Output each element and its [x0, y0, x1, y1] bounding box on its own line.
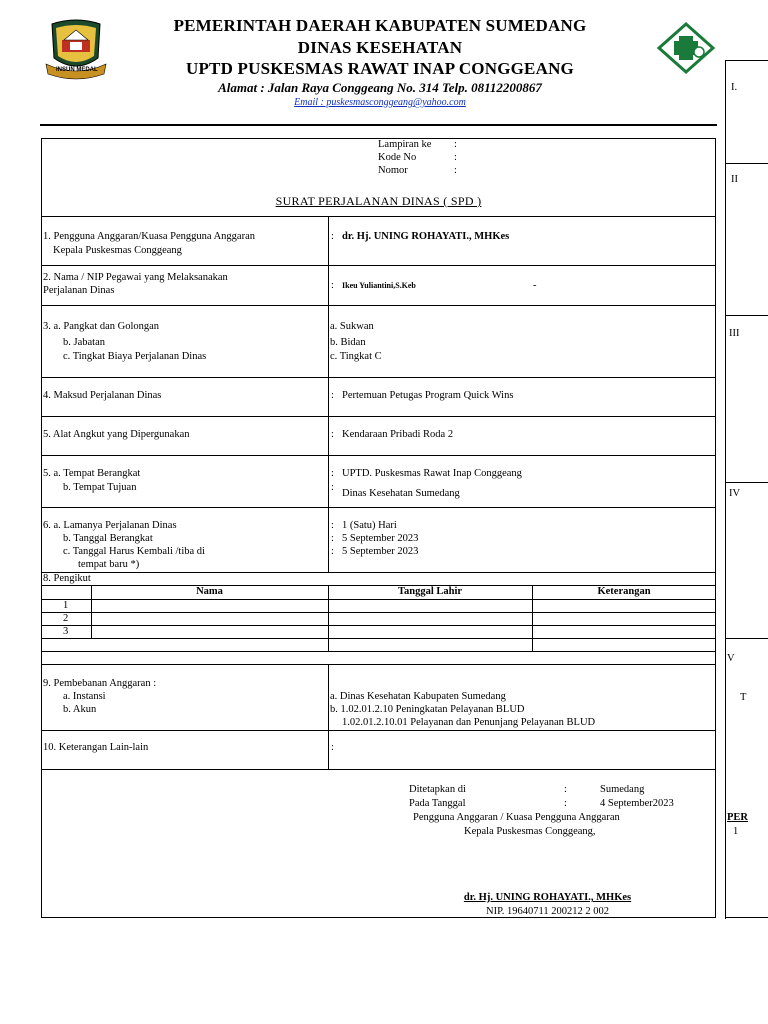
- row7-label-a: 6. a. Lamanya Perjalanan Dinas: [43, 520, 177, 531]
- row-divider: [41, 599, 716, 600]
- row6-label-a: 5. a. Tempat Berangkat: [43, 468, 141, 479]
- tanggal-value: 4 September2023: [600, 798, 674, 809]
- right-logo-icon: [655, 22, 717, 74]
- next-page-divider: [725, 638, 768, 639]
- row7-label-c: c. Tanggal Harus Kembali /tiba di: [63, 546, 205, 557]
- row3-label-c: c. Tingkat Biaya Perjalanan Dinas: [63, 351, 207, 362]
- col-divider: [328, 664, 329, 769]
- row-divider: [41, 377, 716, 378]
- row5-label: 5. Alat Angkut yang Dipergunakan: [43, 429, 190, 440]
- header-line-3: UPTD PUSKESMAS RAWAT INAP CONGGEANG: [186, 59, 574, 78]
- row-divider: [41, 651, 716, 652]
- row6-label-b: b. Tempat Tujuan: [63, 482, 137, 493]
- row1-value: dr. Hj. UNING ROHAYATI., MHKes: [342, 231, 510, 242]
- row6-colon-b: :: [331, 482, 334, 493]
- row7-colon-a: :: [331, 520, 334, 531]
- row9-label-a: a. Instansi: [63, 691, 106, 702]
- tanggal-label: Pada Tanggal: [409, 798, 466, 809]
- row7-label-d: tempat baru *): [78, 559, 140, 570]
- row5-colon: :: [331, 429, 334, 440]
- left-logo-icon: [40, 18, 112, 84]
- row5-value: Kendaraan Pribadi Roda 2: [342, 429, 454, 440]
- next-page-number: 1: [733, 826, 739, 837]
- row6-value-b: Dinas Kesehatan Sumedang: [342, 488, 460, 499]
- signer-role: Pengguna Anggaran / Kuasa Pengguna Anggaran: [413, 812, 620, 823]
- next-page-divider: [725, 482, 768, 483]
- row9-value-a: a. Dinas Kesehatan Kabupaten Sumedang: [330, 691, 506, 702]
- signer-role-2: Kepala Puskesmas Conggeang,: [464, 826, 596, 837]
- row2-value: Ikeu Yuliantini,S.Keb: [342, 281, 416, 290]
- next-page-divider: [725, 315, 768, 316]
- ditetapkan-value: Sumedang: [600, 784, 645, 795]
- row8-label: 8. Pengikut: [43, 573, 91, 584]
- col-header-tanggal-lahir: Tanggal Lahir: [397, 586, 463, 597]
- next-page-divider: [725, 163, 768, 164]
- row7-colon-c: :: [331, 546, 334, 557]
- row9-value-b: b. 1.02.01.2.10 Peningkatan Pelayanan BLUD: [330, 704, 525, 715]
- row3-label-a: 3. a. Pangkat dan Golongan: [43, 321, 160, 332]
- row-divider: [41, 769, 716, 770]
- header-line-2: DINAS KESEHATAN: [297, 38, 463, 57]
- row1-colon: :: [331, 231, 334, 242]
- row4-colon: :: [331, 390, 334, 401]
- row2-label-2: Perjalanan Dinas: [43, 285, 115, 296]
- row3-value-c: c. Tingkat C: [330, 351, 382, 362]
- logo-caption: INSUN MEDAL: [56, 67, 98, 73]
- header-divider: [40, 124, 717, 126]
- next-page-section-ii: II: [731, 174, 738, 185]
- row3-value-b: b. Bidan: [330, 337, 366, 348]
- next-page-section-iii: III: [729, 328, 740, 339]
- lampiran-label: Lampiran ke: [378, 139, 432, 150]
- table-row-number: 3: [63, 626, 69, 637]
- row-divider: [41, 265, 716, 266]
- row-divider: [41, 305, 716, 306]
- next-page-heading: PER: [727, 812, 748, 823]
- row6-value-a: UPTD. Puskesmas Rawat Inap Conggeang: [342, 468, 522, 479]
- col-header-keterangan: Keterangan: [597, 586, 651, 597]
- row4-value: Pertemuan Petugas Program Quick Wins: [342, 390, 514, 401]
- row-divider: [41, 455, 716, 456]
- header-line-1: PEMERINTAH DAERAH KABUPATEN SUMEDANG: [173, 16, 587, 35]
- next-page-section-v: V: [727, 653, 735, 664]
- document-title: SURAT PERJALANAN DINAS ( SPD ): [275, 194, 482, 208]
- row-divider: [41, 625, 716, 626]
- row6-colon-a: :: [331, 468, 334, 479]
- row10-label: 10. Keterangan Lain-lain: [43, 742, 149, 753]
- nomor-colon: :: [454, 165, 457, 176]
- row1-label-2: Kepala Puskesmas Conggeang: [53, 245, 182, 256]
- row3-value-a: a. Sukwan: [330, 321, 374, 332]
- row9-value-c: 1.02.01.2.10.01 Pelayanan dan Penunjang Pelayanan BLUD: [342, 717, 596, 728]
- row9-label: 9. Pembebanan Anggaran :: [43, 678, 157, 689]
- row3-label-b: b. Jabatan: [63, 337, 105, 348]
- ditetapkan-label: Ditetapkan di: [409, 784, 466, 795]
- next-page-divider: [725, 917, 768, 918]
- row7-label-b: b. Tanggal Berangkat: [63, 533, 153, 544]
- lampiran-colon: :: [454, 139, 457, 150]
- tanggal-colon: :: [564, 798, 567, 809]
- row2-dash: -: [533, 280, 537, 291]
- next-page-section-i: I.: [731, 82, 738, 93]
- ditetapkan-colon: :: [564, 784, 567, 795]
- row-divider: [41, 572, 716, 573]
- signer-name: dr. Hj. UNING ROHAYATI., MHKes: [463, 892, 632, 903]
- table-row-number: 2: [63, 613, 69, 624]
- kode-label: Kode No: [378, 152, 417, 163]
- row9-label-b: b. Akun: [63, 704, 97, 715]
- row7-value-b: 5 September 2023: [342, 533, 419, 544]
- row-divider: [41, 730, 716, 731]
- col-divider: [328, 216, 329, 572]
- row2-colon: :: [331, 280, 334, 291]
- signer-nip: NIP. 19640711 200212 2 002: [486, 906, 609, 917]
- row-divider: [41, 612, 716, 613]
- row-divider: [41, 507, 716, 508]
- row2-label: 2. Nama / NIP Pegawai yang Melaksanakan: [43, 272, 228, 283]
- next-page-section-iv: IV: [729, 488, 741, 499]
- row-divider: [41, 664, 716, 665]
- col-header-nama: Nama: [196, 586, 223, 597]
- kode-colon: :: [454, 152, 457, 163]
- row1-label: 1. Pengguna Anggaran/Kuasa Pengguna Anggaran: [43, 231, 255, 242]
- row7-colon-b: :: [331, 533, 334, 544]
- header-address: Alamat : Jalan Raya Conggeang No. 314 Telp. 08112200867: [218, 80, 542, 95]
- row-divider: [41, 638, 716, 639]
- row7-value-c: 5 September 2023: [342, 546, 419, 557]
- table-row-number: 1: [63, 600, 69, 611]
- row-divider: [41, 416, 716, 417]
- header-email[interactable]: Email : puskesmasconggeang@yahoo.com: [294, 97, 466, 108]
- row10-colon: :: [331, 742, 334, 753]
- row-divider: [41, 216, 716, 217]
- nomor-label: Nomor: [378, 165, 408, 176]
- row7-value-a: 1 (Satu) Hari: [342, 520, 397, 531]
- next-page-letter: T: [740, 692, 747, 703]
- row4-label: 4. Maksud Perjalanan Dinas: [43, 390, 162, 401]
